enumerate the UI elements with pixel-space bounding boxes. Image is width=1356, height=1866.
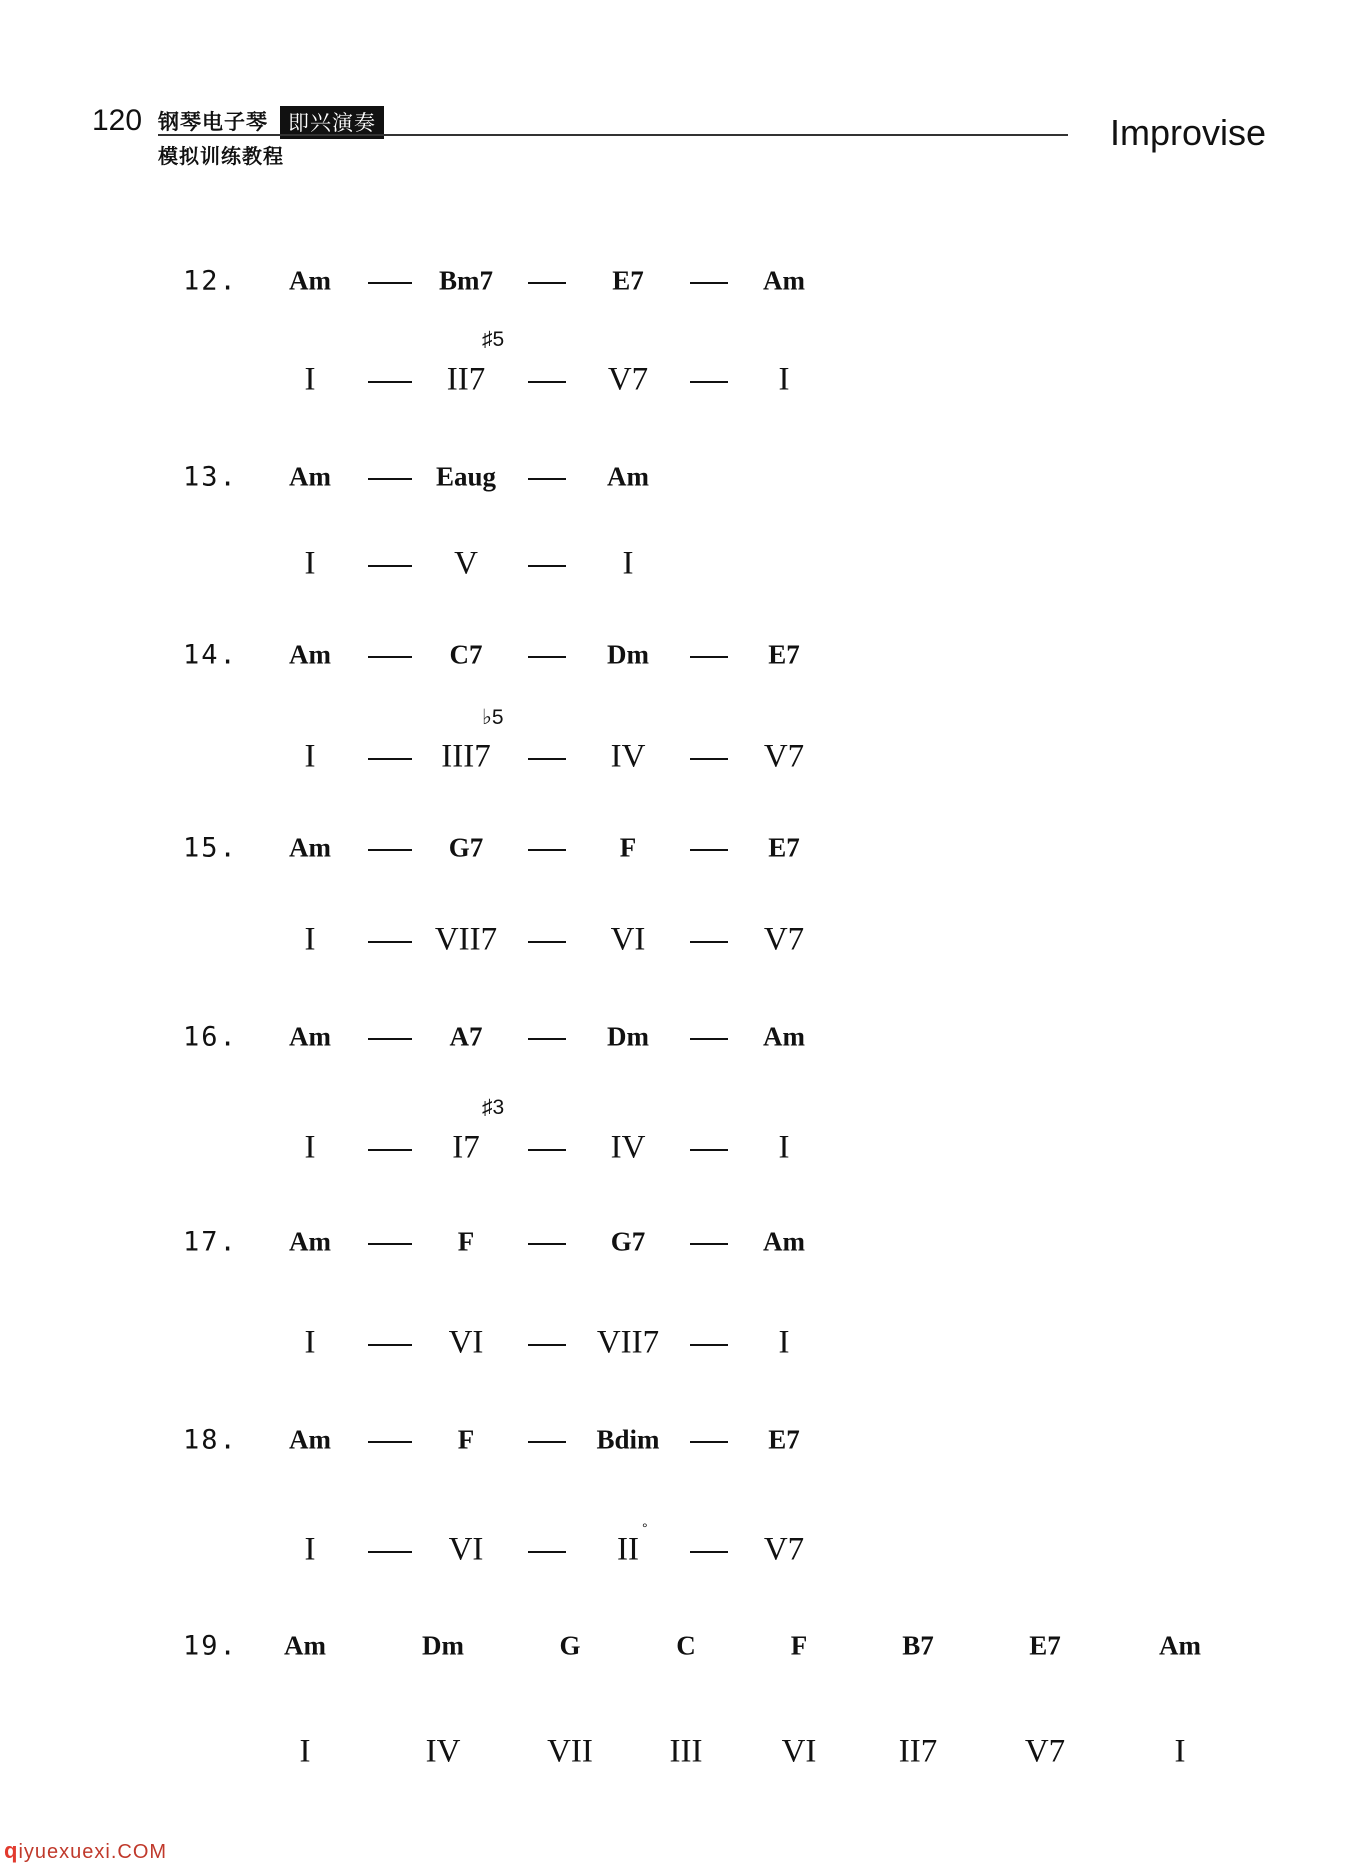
roman-connector-dash <box>690 1344 728 1346</box>
roman-numeral: II7 <box>446 361 486 398</box>
chord-connector-dash <box>528 282 566 284</box>
roman-connector-dash <box>368 1149 412 1151</box>
chord-symbol: B7 <box>902 1630 934 1661</box>
alteration-superscript: ♯5 <box>482 328 505 351</box>
chord-connector-dash <box>368 1038 412 1040</box>
chord-symbol: Dm <box>422 1630 464 1661</box>
chord-symbol: Bm7 <box>439 265 493 296</box>
chord-connector-dash <box>368 849 412 851</box>
chord-symbol: Am <box>763 265 805 296</box>
chord-connector-dash <box>528 656 566 658</box>
roman-numeral: IV <box>425 1733 461 1770</box>
chord-symbol: E7 <box>768 639 800 670</box>
chord-symbol: G7 <box>610 1226 646 1257</box>
chord-connector-dash <box>368 1441 412 1443</box>
roman-numeral: V7 <box>763 921 805 958</box>
roman-connector-dash <box>368 1344 412 1346</box>
chord-connector-dash <box>528 1038 566 1040</box>
roman-numeral: I <box>778 1129 790 1166</box>
chord-symbol: E7 <box>1029 1630 1061 1661</box>
chord-symbol: Am <box>289 1424 331 1455</box>
alteration-superscript: ♯3 <box>482 1096 505 1119</box>
chord-connector-dash <box>368 656 412 658</box>
chord-symbol: F <box>457 1226 475 1257</box>
chord-symbol: G <box>559 1630 581 1661</box>
exercise-number: 15. <box>183 832 238 864</box>
roman-numeral: VII <box>547 1733 593 1770</box>
chord-symbol: Am <box>289 832 331 863</box>
alteration-superscript: ° <box>642 1520 648 1536</box>
roman-numeral: I <box>778 361 790 398</box>
roman-numeral: I <box>778 1324 790 1361</box>
alteration-superscript: ♭5 <box>482 706 504 729</box>
exercise-number: 13. <box>183 461 238 493</box>
roman-numeral: I <box>304 1129 316 1166</box>
chord-symbol: A7 <box>449 1021 483 1052</box>
chord-symbol: Am <box>763 1226 805 1257</box>
chord-connector-dash <box>368 282 412 284</box>
exercise-number: 19. <box>183 1630 238 1662</box>
roman-connector-dash <box>528 565 566 567</box>
book-title: 钢琴电子琴 <box>158 110 268 134</box>
chord-symbol: F <box>457 1424 475 1455</box>
chord-symbol: Dm <box>607 1021 649 1052</box>
roman-connector-dash <box>690 1149 728 1151</box>
roman-numeral: I <box>304 1324 316 1361</box>
roman-connector-dash <box>528 1149 566 1151</box>
roman-numeral: I <box>304 545 316 582</box>
chord-connector-dash <box>690 1243 728 1245</box>
chord-symbol: Am <box>763 1021 805 1052</box>
roman-connector-dash <box>690 758 728 760</box>
chord-symbol: Eaug <box>435 461 497 492</box>
roman-numeral: VII7 <box>434 921 498 958</box>
watermark-q: q <box>4 1838 19 1863</box>
roman-numeral: III7 <box>441 738 491 775</box>
roman-numeral: V7 <box>1024 1733 1066 1770</box>
chord-symbol: Am <box>1159 1630 1201 1661</box>
chord-connector-dash <box>690 656 728 658</box>
roman-connector-dash <box>690 941 728 943</box>
chord-symbol: Am <box>607 461 649 492</box>
chord-connector-dash <box>368 478 412 480</box>
chord-symbol: Am <box>289 1226 331 1257</box>
chord-symbol: E7 <box>768 832 800 863</box>
roman-numeral: II <box>617 1531 639 1568</box>
book-subtitle: 模拟训练教程 <box>158 144 284 168</box>
roman-numeral: VI <box>448 1324 484 1361</box>
roman-connector-dash <box>528 758 566 760</box>
page-number: 120 <box>92 104 143 137</box>
header-rule <box>158 134 1068 136</box>
roman-connector-dash <box>528 1344 566 1346</box>
chord-connector-dash <box>690 282 728 284</box>
roman-connector-dash <box>528 381 566 383</box>
roman-connector-dash <box>368 758 412 760</box>
roman-numeral: VII7 <box>596 1324 660 1361</box>
chord-connector-dash <box>690 1441 728 1443</box>
chord-connector-dash <box>528 1441 566 1443</box>
roman-numeral: V7 <box>607 361 649 398</box>
roman-numeral: VI <box>781 1733 817 1770</box>
chord-symbol: F <box>790 1630 808 1661</box>
exercise-number: 14. <box>183 639 238 671</box>
roman-numeral: I <box>1174 1733 1186 1770</box>
exercise-number: 17. <box>183 1226 238 1258</box>
roman-numeral: I <box>304 1531 316 1568</box>
chord-symbol: F <box>619 832 637 863</box>
watermark <box>4 1838 167 1864</box>
chord-connector-dash <box>690 849 728 851</box>
roman-numeral: V7 <box>763 738 805 775</box>
chord-connector-dash <box>528 478 566 480</box>
roman-connector-dash <box>368 381 412 383</box>
roman-numeral: VI <box>448 1531 484 1568</box>
chord-connector-dash <box>528 1243 566 1245</box>
roman-connector-dash <box>368 941 412 943</box>
chord-symbol: Am <box>289 461 331 492</box>
roman-numeral: I7 <box>452 1129 480 1166</box>
chord-symbol: C <box>676 1630 696 1661</box>
roman-connector-dash <box>690 381 728 383</box>
chord-symbol: E7 <box>768 1424 800 1455</box>
roman-connector-dash <box>528 941 566 943</box>
roman-numeral: I <box>304 361 316 398</box>
chord-symbol: Am <box>289 265 331 296</box>
exercise-number: 12. <box>183 265 238 297</box>
header-english-title: Improvise <box>1110 112 1267 153</box>
chord-symbol: G7 <box>448 832 484 863</box>
chord-connector-dash <box>528 849 566 851</box>
roman-numeral: IV <box>610 738 646 775</box>
roman-numeral: II7 <box>898 1733 938 1770</box>
roman-numeral: I <box>304 921 316 958</box>
chord-symbol: Dm <box>607 639 649 670</box>
exercise-number: 18. <box>183 1424 238 1456</box>
roman-connector-dash <box>368 1551 412 1553</box>
roman-connector-dash <box>368 565 412 567</box>
chord-symbol: C7 <box>449 639 483 670</box>
roman-numeral: IV <box>610 1129 646 1166</box>
roman-numeral: I <box>299 1733 311 1770</box>
roman-numeral: III <box>669 1733 703 1770</box>
roman-connector-dash <box>528 1551 566 1553</box>
roman-numeral: VI <box>610 921 646 958</box>
roman-numeral: I <box>304 738 316 775</box>
chord-symbol: Bdim <box>596 1424 660 1455</box>
roman-numeral: V <box>454 545 478 582</box>
chord-symbol: E7 <box>612 265 644 296</box>
chord-symbol: Am <box>289 1021 331 1052</box>
chord-connector-dash <box>690 1038 728 1040</box>
watermark-text: iyuexuexi.COM <box>18 1841 168 1863</box>
book-badge: 即兴演奏 <box>280 106 384 139</box>
exercise-number: 16. <box>183 1021 238 1053</box>
roman-numeral: V7 <box>763 1531 805 1568</box>
roman-numeral: I <box>622 545 634 582</box>
chord-connector-dash <box>368 1243 412 1245</box>
roman-connector-dash <box>690 1551 728 1553</box>
chord-symbol: Am <box>284 1630 326 1661</box>
chord-symbol: Am <box>289 639 331 670</box>
